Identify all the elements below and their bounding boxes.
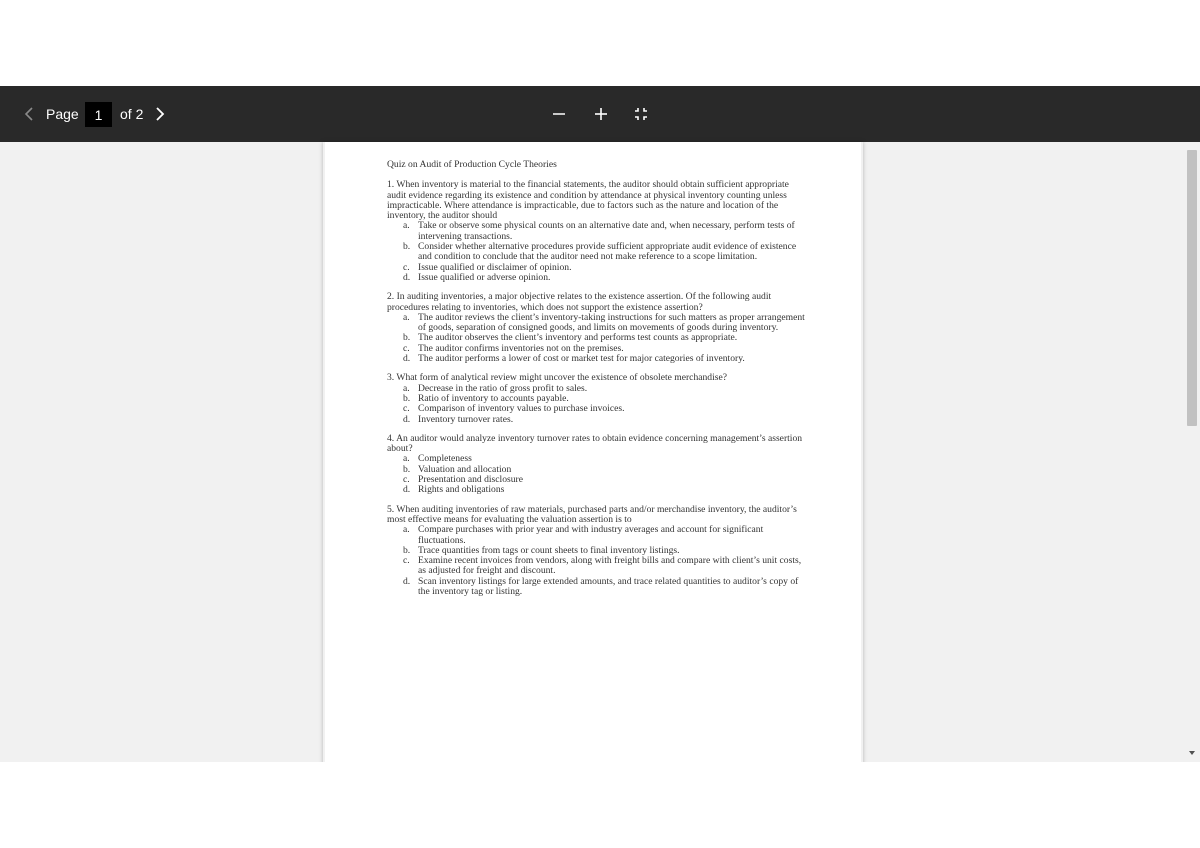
answer-option (387, 354, 807, 364)
answer-option (387, 577, 807, 598)
answer-option (387, 404, 807, 414)
option-letter: a. (403, 453, 410, 465)
minus-icon (551, 106, 567, 122)
chevron-right-icon (155, 106, 165, 122)
option-text: The auditor confirms inventories not on the premises. (418, 342, 624, 354)
question-2 (387, 292, 807, 364)
option-letter: c. (403, 403, 410, 415)
option-letter: c. (403, 555, 410, 567)
answer-option (387, 525, 807, 546)
question-4 (387, 434, 807, 496)
option-letter: b. (403, 332, 411, 344)
option-text: The auditor reviews the client’s inventory-taking instructions for such matters as proper arrangement of goods, separation of consigned goods, and limits on movements of goods during inventory. (418, 311, 805, 334)
option-text: Ratio of inventory to accounts payable. (418, 392, 569, 404)
page-label: Page (46, 106, 79, 122)
option-text: Examine recent invoices from vendors, along with freight bills and compare with client’s unit costs, as adjusted for freight and discount. (418, 555, 802, 577)
page-count: of 2 (120, 106, 144, 122)
zoom-in-button[interactable] (590, 100, 612, 128)
plus-icon (593, 106, 609, 122)
option-text: Valuation and allocation (418, 463, 512, 475)
option-text: Inventory turnover rates. (418, 413, 514, 425)
option-text: Compare purchases with prior year and with industry averages and account for significant fluctuations. (418, 524, 764, 546)
option-letter: d. (403, 353, 411, 365)
option-letter: d. (403, 484, 411, 496)
answer-option (387, 273, 807, 283)
option-text: The auditor observes the client’s inventory and performs test counts as appropriate. (418, 332, 738, 344)
option-text: The auditor performs a lower of cost or market test for major categories of inventory. (418, 353, 745, 365)
option-text: Rights and obligations (418, 484, 505, 496)
option-letter: b. (403, 544, 411, 556)
vertical-scrollbar[interactable] (1183, 142, 1200, 762)
triangle-down-icon (1188, 750, 1196, 756)
question-stem: 4. An auditor would analyze inventory turnover rates to obtain evidence concerning management’s assertion about? (387, 432, 803, 455)
scroll-down-button[interactable] (1187, 748, 1197, 758)
option-letter: b. (403, 392, 411, 404)
option-letter: d. (403, 413, 411, 425)
option-letter: d. (403, 575, 411, 587)
scrollbar-thumb[interactable] (1187, 150, 1197, 426)
question-stem: 5. When auditing inventories of raw materials, purchased parts and/or merchandise inventory, the auditor’s most effective means for evaluating the valuation assertion is to (387, 503, 797, 525)
viewer-toolbar (0, 86, 1200, 142)
option-letter: c. (403, 342, 410, 354)
question-5 (387, 505, 807, 598)
option-text: Take or observe some physical counts on an alternative date and, when necessary, perform tests of intervening transactions. (418, 220, 795, 242)
option-letter: c. (403, 474, 410, 486)
option-list (387, 454, 807, 495)
next-page-button[interactable] (150, 100, 170, 128)
document-title: Quiz on Audit of Production Cycle Theories (387, 159, 557, 170)
question-1 (387, 180, 807, 283)
option-letter: a. (403, 524, 410, 536)
question-list (387, 180, 807, 597)
option-list (387, 313, 807, 364)
option-list (387, 525, 807, 597)
page-number-input[interactable] (85, 102, 112, 127)
option-text: Presentation and disclosure (418, 474, 523, 486)
option-letter: a. (403, 311, 410, 323)
answer-option (387, 556, 807, 577)
option-letter: c. (403, 261, 410, 273)
option-letter: a. (403, 382, 410, 394)
option-text: Consider whether alternative procedures provide sufficient appropriate audit evidence of existence and condition to conclude that the auditor need not make reference to a scope limitation. (418, 241, 797, 263)
answer-option (387, 485, 807, 495)
option-text: Completeness (418, 453, 472, 465)
answer-option (387, 242, 807, 263)
option-text: Decrease in the ratio of gross profit to sales. (418, 382, 588, 394)
option-text: Trace quantities from tags or count sheets to final inventory listings. (418, 544, 680, 556)
answer-option (387, 415, 807, 425)
question-3 (387, 373, 807, 424)
option-text: Issue qualified or disclaimer of opinion. (418, 261, 572, 273)
answer-option (387, 313, 807, 334)
option-list (387, 221, 807, 283)
chevron-left-icon (24, 106, 34, 122)
question-stem: 2. In auditing inventories, a major objective relates to the existence assertion. Of the following audit procedures relating to inventories, which does not support the existence assertion? (387, 291, 772, 313)
option-letter: d. (403, 271, 411, 283)
option-list (387, 384, 807, 425)
previous-page-button[interactable] (18, 100, 40, 128)
zoom-out-button[interactable] (548, 100, 570, 128)
fit-to-page-icon (633, 106, 649, 122)
option-letter: a. (403, 220, 410, 232)
option-text: Comparison of inventory values to purchase invoices. (418, 403, 625, 415)
option-text: Scan inventory listings for large extended amounts, and trace related quantities to auditor’s copy of the inventory tag or listing. (418, 575, 799, 597)
question-stem: 1. When inventory is material to the financial statements, the auditor should obtain sufficient appropriate audit evidence regarding its existence and condition by attendance at physical inventory counting unless impracticable. Where attendance is impracticable, due to factors such as the nature and location of the inventory, the auditor should (387, 179, 789, 222)
page-content (387, 160, 807, 606)
option-text: Issue qualified or adverse opinion. (418, 271, 551, 283)
option-letter: b. (403, 241, 411, 253)
answer-option (387, 221, 807, 242)
fit-to-page-button[interactable] (630, 100, 652, 128)
document-page (325, 142, 861, 762)
question-stem: 3. What form of analytical review might uncover the existence of obsolete merchandise? (387, 372, 728, 384)
pdf-viewer (0, 86, 1200, 762)
option-letter: b. (403, 463, 411, 475)
